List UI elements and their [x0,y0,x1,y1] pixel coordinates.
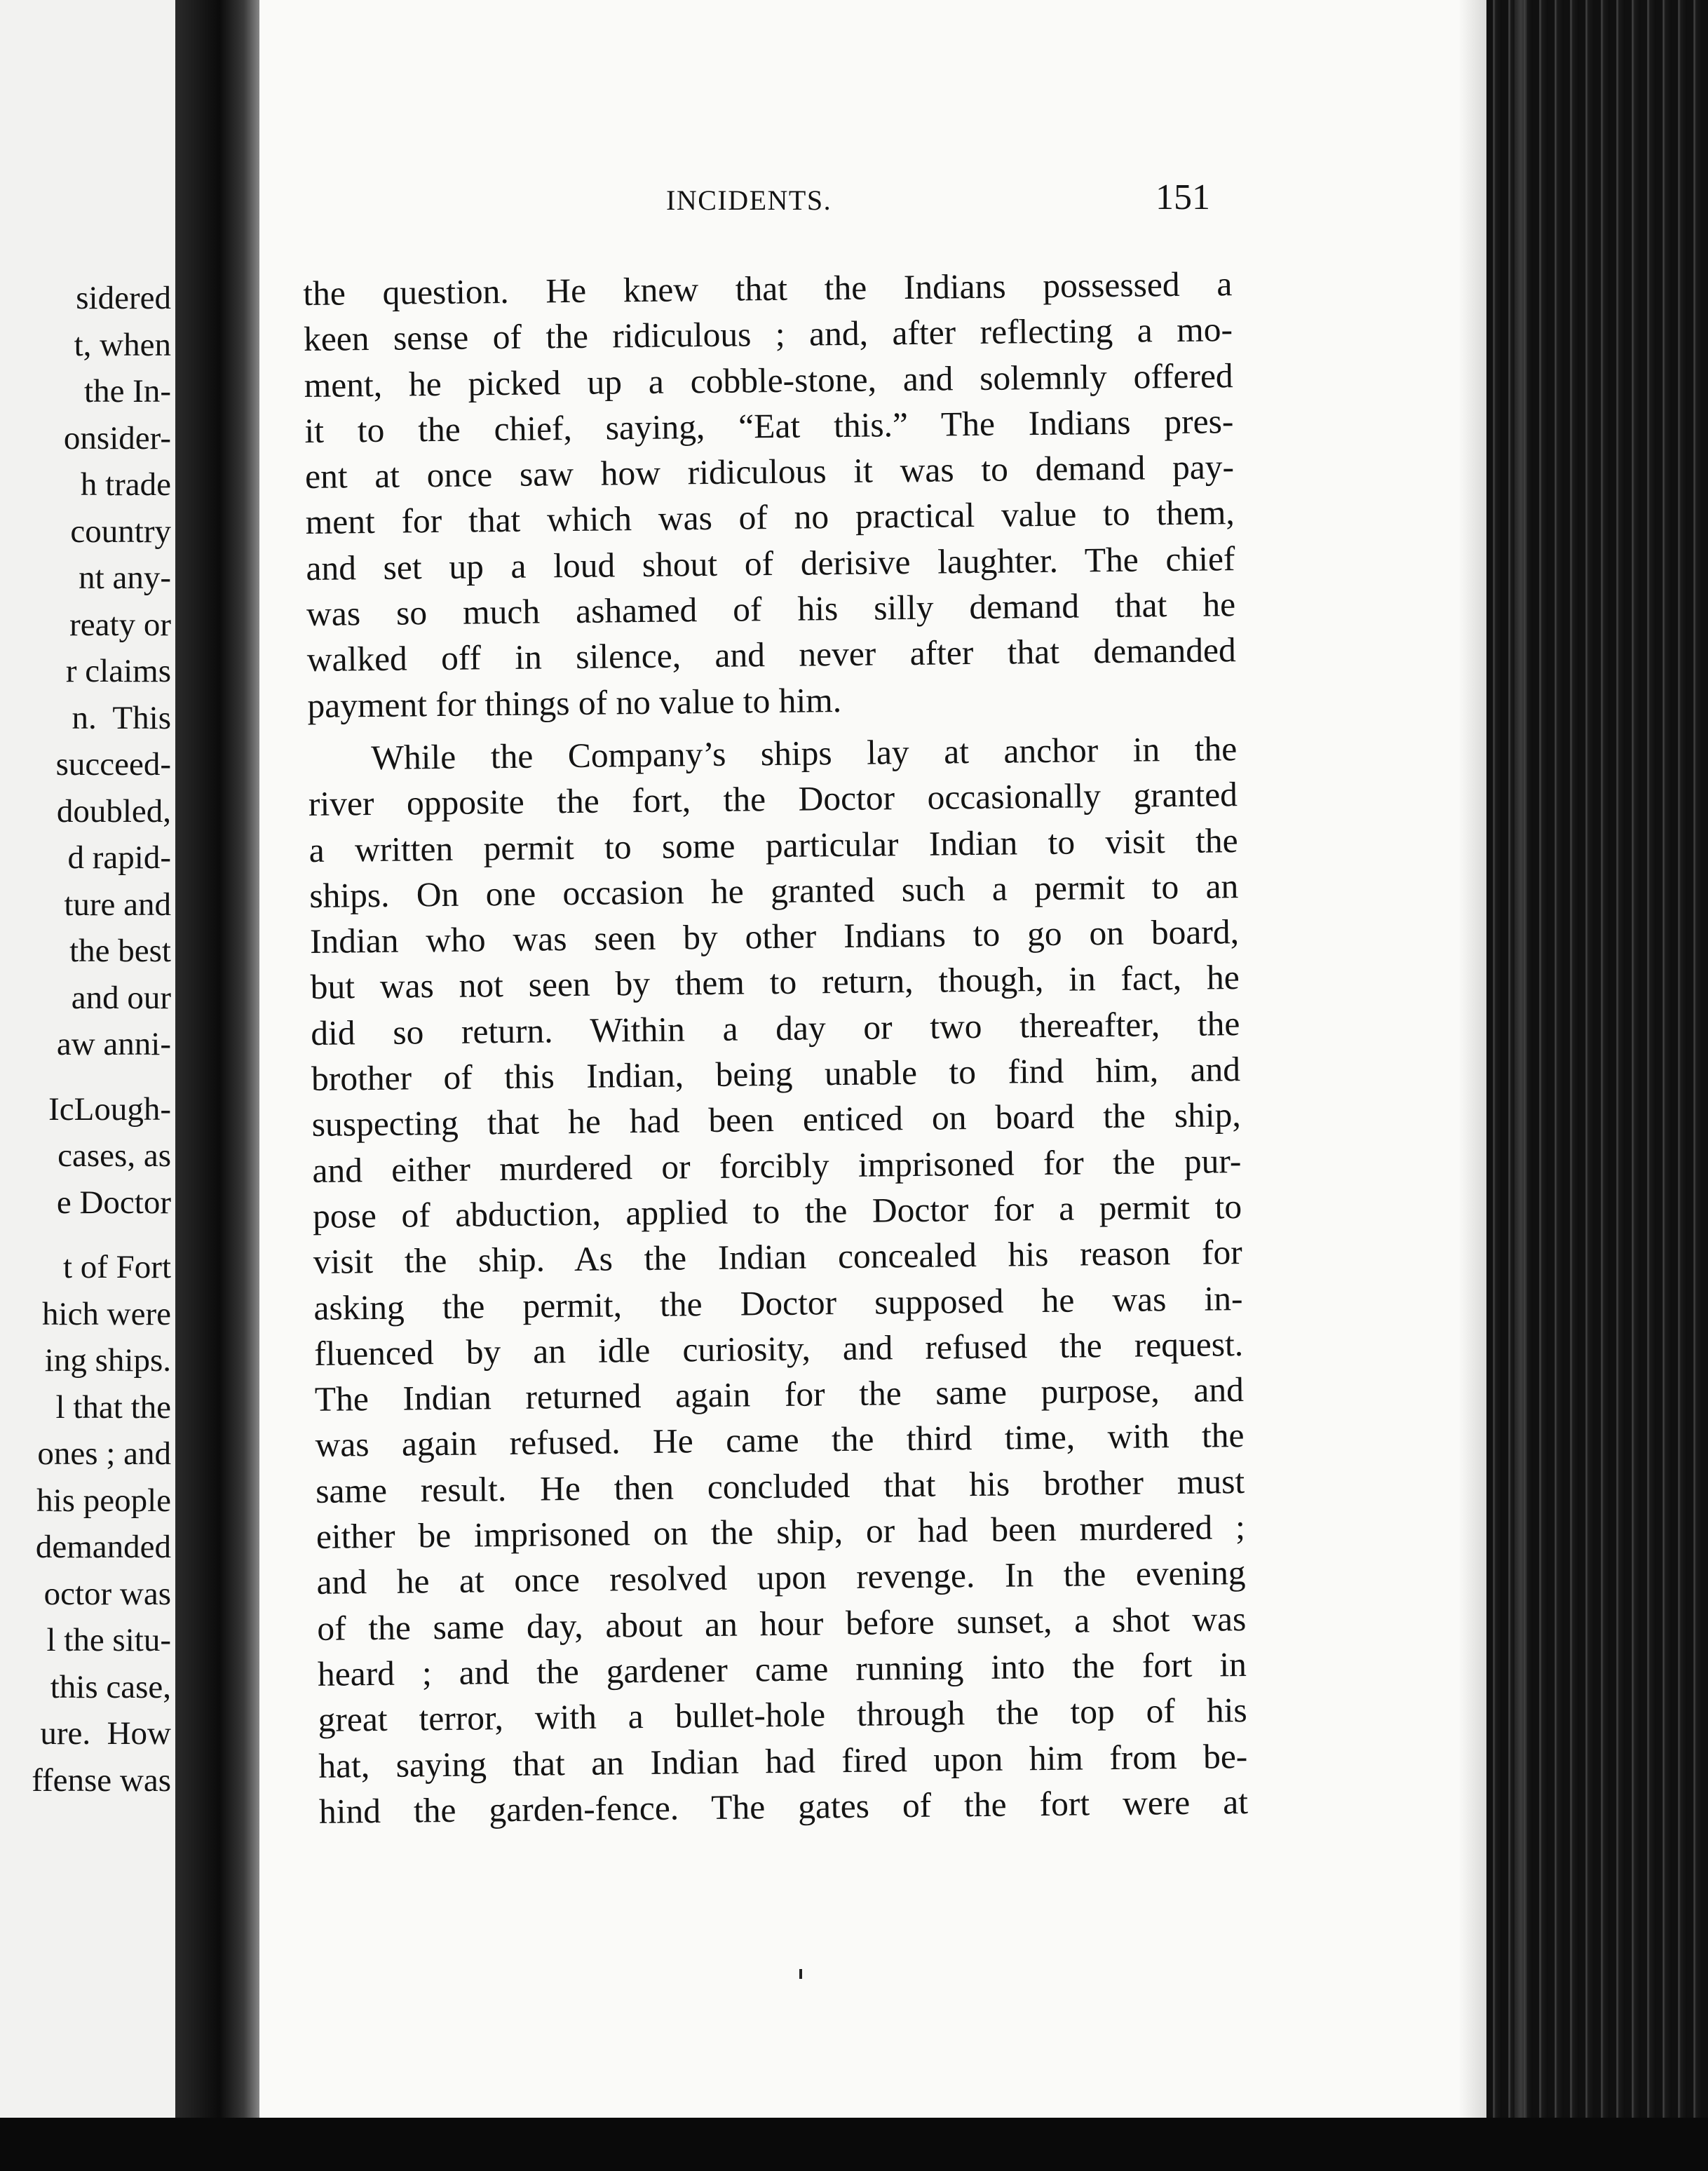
text-line: and either murdered or forcibly imprisoned for the pur- [312,1141,1242,1190]
previous-page-line: l that the [55,1388,171,1426]
previous-page-line: n. This [72,699,171,736]
text-line: it to the chief, saying, “Eat this.” The Indians pres- [304,402,1234,450]
previous-page-line: ing ships. [44,1342,171,1379]
previous-page-line: this case, [50,1668,171,1705]
previous-page-line: h trade [80,466,171,503]
text-line: great terror, with a bullet-hole through the top of his [318,1691,1247,1740]
previous-page-line: r claims [65,653,171,689]
text-line: a written permit to some particular Indian to visit the [309,820,1238,870]
previous-page-line: the best [69,933,171,969]
text-line: ment for that which was of no practical value to them, [305,493,1235,542]
previous-page-line: hich were [42,1295,171,1332]
previous-page-line: reaty or [69,606,171,643]
previous-page-text [32,275,171,1804]
previous-page-line: ones ; and [37,1435,171,1472]
text-line: asking the permit, the Doctor supposed he was in- [313,1278,1243,1327]
previous-page-line: ture and [64,886,171,923]
previous-page-line: l the situ- [46,1622,171,1658]
previous-page-line: cases, as [57,1137,171,1174]
text-line: heard ; and the gardener came running into the fort in [317,1644,1247,1693]
previous-page-line: sidered [76,280,171,316]
text-line: hat, saying that an Indian had fired upon him from be- [318,1736,1248,1785]
text-line: fluenced by an idle curiosity, and refused the request. [313,1324,1244,1373]
text-line: ment, he picked up a cobble-stone, and solemnly offered [304,356,1233,405]
paragraph [308,726,1248,1834]
text-line: payment for things of no value to him. [307,680,842,725]
text-line: Indian who was seen by other Indians to go on board, [309,912,1240,961]
previous-page-line: nt any- [79,560,171,596]
previous-page-line: doubled, [56,792,171,830]
text-line: was so much ashamed of his silly demand that he [306,585,1236,634]
text-line: walked off in silence, and never after that demanded [306,630,1237,679]
book-gutter [175,0,273,2171]
previous-page-line [32,1226,171,1244]
fore-edge-highlight [1514,0,1527,2171]
running-header: INCIDENTS. [666,184,832,216]
previous-page-line: e Doctor [56,1184,171,1221]
text-line: While the Company’s ships lay at anchor in the [370,729,1238,777]
text-line: river opposite the fort, the Doctor occasionally granted [308,775,1238,824]
previous-page-line: and our [71,979,171,1016]
text-line: suspecting that he had been enticed on board the ship, [311,1095,1241,1144]
text-line: ships. On one occasion he granted such a permit to an [309,866,1239,915]
previous-page-line: aw anni- [56,1026,171,1062]
text-line: of the same day, about an hour before sunset, a shot was [316,1599,1247,1648]
ink-speck [799,1969,802,1979]
text-line: same result. He then concluded that his brother must [315,1461,1245,1510]
previous-page-line: IcLough- [48,1090,171,1128]
text-line: and set up a loud shout of derisive laughter. The chief [306,539,1235,588]
text-line: visit the ship. As the Indian concealed his reason for [313,1233,1243,1282]
previous-page-line: succeed- [55,746,171,783]
previous-page-line: onsider- [63,419,171,456]
previous-page-line: t, when [74,326,171,363]
text-line: pose of abduction, applied to the Doctor for a permit to [312,1186,1242,1236]
page-body-text [303,261,1248,1834]
scan-bottom-border [0,2118,1708,2171]
text-line: did so return. Within a day or two thereafter, the [311,1003,1240,1053]
previous-page-line: t of Fort [62,1249,171,1285]
text-line: keen sense of the ridiculous ; and, after reflecting a mo- [303,310,1233,359]
previous-page-line: ure. How [40,1715,171,1752]
text-line: hind the garden-fence. The gates of the fort were at [318,1782,1249,1831]
text-line: either be imprisoned on the ship, or had been murdered ; [316,1508,1246,1556]
previous-page-line: ffense was [32,1761,171,1799]
previous-page-line: octor was [43,1575,171,1612]
previous-page-line [32,1068,171,1086]
paragraph [303,261,1237,729]
page-number: 151 [1155,177,1210,217]
text-line: but was not seen by them to return, though, in fact, he [310,958,1240,1007]
previous-page-line: his people [36,1482,171,1519]
text-line: ent at once saw how ridiculous it was to demand pay- [304,447,1235,496]
text-line: brother of this Indian, being unable to find him, and [311,1050,1241,1098]
previous-page-line: country [70,513,171,550]
previous-page-line: the In- [84,373,171,410]
previous-page-line: demanded [35,1529,171,1565]
previous-page-line: d rapid- [67,839,171,876]
text-line: was again refused. He came the third time, with the [315,1416,1245,1465]
text-line: The Indian returned again for the same purpose, and [314,1370,1245,1419]
text-line: the question. He knew that the Indians possessed a [303,264,1233,313]
text-line: and he at once resolved upon revenge. In the evening [316,1553,1246,1602]
